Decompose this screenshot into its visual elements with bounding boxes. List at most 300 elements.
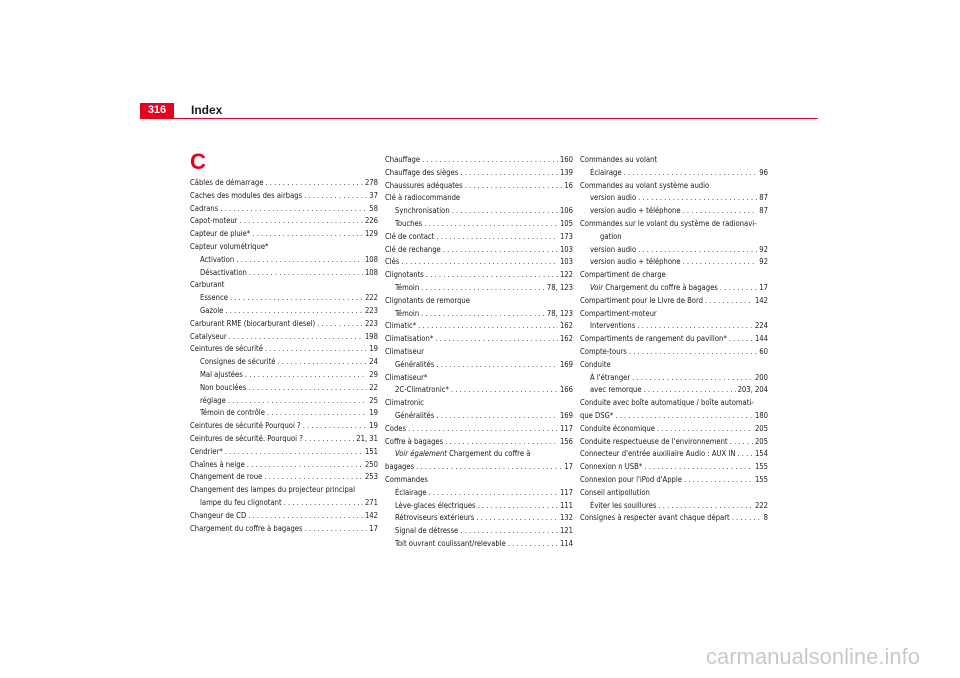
index-term: réglage bbox=[200, 395, 226, 405]
index-page-ref: 173 bbox=[559, 231, 573, 241]
dot-leader bbox=[245, 369, 368, 382]
index-cross-reference bbox=[580, 282, 768, 295]
page-number: 316 bbox=[147, 104, 167, 116]
dot-leader bbox=[305, 433, 354, 446]
index-subentry bbox=[190, 267, 378, 280]
index-column-3 bbox=[580, 154, 768, 525]
index-page-ref: 142 bbox=[364, 510, 378, 520]
index-term: Essence bbox=[200, 293, 228, 303]
index-term: Clé de rechange bbox=[385, 244, 441, 254]
index-term: Activation bbox=[200, 254, 235, 264]
index-entry bbox=[190, 510, 378, 523]
index-subentry bbox=[190, 382, 378, 395]
index-term: Compartiments de rangement du pavillon* bbox=[580, 334, 727, 344]
index-term: Non bouclées bbox=[200, 382, 247, 392]
index-page-ref: 105 bbox=[559, 218, 573, 228]
index-term: Climatisation* bbox=[385, 334, 434, 344]
index-page-ref: 58 bbox=[369, 203, 378, 213]
index-entry bbox=[190, 190, 378, 203]
dot-leader bbox=[424, 218, 558, 231]
dot-leader bbox=[436, 359, 558, 372]
dot-leader bbox=[229, 331, 363, 344]
dot-leader bbox=[267, 407, 367, 420]
index-subentry bbox=[190, 497, 378, 510]
dot-leader bbox=[644, 384, 736, 397]
index-term: Climatic* bbox=[385, 321, 417, 331]
index-term: Changement de roue bbox=[190, 472, 263, 482]
index-heading: Carburant bbox=[190, 280, 225, 290]
index-entry bbox=[580, 333, 768, 346]
index-page-ref: 87 bbox=[759, 206, 768, 216]
index-heading: Conduite bbox=[580, 359, 611, 369]
index-page-ref: 223 bbox=[364, 318, 378, 328]
index-term: Chaussures adéquates bbox=[385, 180, 463, 190]
index-term: Chaînes à neige bbox=[190, 459, 245, 469]
index-term: Ceintures de sécurité. Pourquoi ? bbox=[190, 433, 303, 443]
dot-leader bbox=[443, 244, 558, 257]
index-subentry bbox=[385, 282, 573, 295]
index-page-ref: 17 bbox=[759, 282, 768, 292]
index-term: Capot-moteur bbox=[190, 216, 238, 226]
index-page-ref: 19 bbox=[369, 344, 378, 354]
index-entry bbox=[385, 244, 573, 257]
index-entry bbox=[190, 343, 378, 356]
dot-leader bbox=[615, 410, 753, 423]
index-page-ref: 24 bbox=[369, 357, 378, 367]
index-page-ref: 21, 31 bbox=[356, 433, 378, 443]
index-page-ref: 154 bbox=[754, 449, 768, 459]
dot-leader bbox=[236, 254, 363, 267]
index-term: Chargement du coffre à bagages bbox=[190, 523, 303, 533]
index-page-ref: 106 bbox=[559, 206, 573, 216]
dot-leader bbox=[632, 372, 753, 385]
index-page-ref: 17 bbox=[564, 462, 573, 472]
index-term: Gazole bbox=[200, 305, 224, 315]
index-term: Compartiment pour le Livre de Bord bbox=[580, 295, 703, 305]
index-page-ref: 121 bbox=[559, 526, 573, 536]
index-entry bbox=[580, 474, 768, 487]
index-entry bbox=[190, 459, 378, 472]
index-cross-reference bbox=[385, 448, 573, 461]
watermark-text: carmanualsonline.info bbox=[705, 644, 920, 669]
index-term: Câbles de démarrage bbox=[190, 178, 264, 187]
dot-leader bbox=[248, 382, 367, 395]
dot-leader bbox=[422, 154, 558, 167]
index-entry bbox=[580, 512, 768, 525]
index-term: Signal de détresse bbox=[395, 526, 459, 536]
index-page-ref: 223 bbox=[364, 305, 378, 315]
index-term: Éviter les souillures bbox=[590, 500, 657, 510]
index-heading: Clignotants de remorque bbox=[385, 295, 470, 305]
index-heading: Commandes bbox=[385, 474, 428, 484]
dot-leader bbox=[426, 269, 558, 282]
index-term: Lève-glaces électriques bbox=[395, 500, 476, 510]
index-page-ref: 166 bbox=[559, 385, 573, 395]
index-page-ref: 155 bbox=[754, 462, 768, 472]
index-entry bbox=[190, 318, 378, 331]
index-subentry bbox=[580, 244, 768, 257]
index-term: Consignes de sécurité bbox=[200, 357, 276, 367]
index-entry bbox=[385, 269, 573, 282]
index-term: Témoin de contrôle bbox=[200, 408, 265, 418]
index-term: Catalyseur bbox=[190, 331, 227, 341]
dot-leader bbox=[265, 343, 367, 356]
dot-leader bbox=[637, 320, 753, 333]
dot-leader bbox=[436, 231, 558, 244]
dot-leader bbox=[638, 244, 757, 257]
index-page-ref: 87 bbox=[759, 193, 768, 203]
index-term: Toit ouvrant coulissant/relevable bbox=[395, 538, 506, 548]
index-heading: Capteur volumétrique* bbox=[190, 241, 269, 251]
index-page-ref: 8 bbox=[763, 513, 768, 523]
dot-leader bbox=[460, 167, 558, 180]
dot-leader bbox=[683, 205, 758, 218]
index-page-ref: 180 bbox=[754, 410, 768, 420]
index-page-ref: 151 bbox=[364, 446, 378, 456]
index-heading: Conseil antipollution bbox=[580, 487, 650, 497]
dot-leader bbox=[304, 190, 367, 203]
index-page-ref: 200 bbox=[754, 372, 768, 382]
dot-leader bbox=[460, 525, 558, 538]
dot-leader bbox=[248, 510, 363, 523]
index-subentry bbox=[385, 512, 573, 525]
index-term: Cadrans bbox=[190, 203, 219, 213]
index-subentry bbox=[580, 384, 768, 397]
dot-leader bbox=[451, 384, 558, 397]
index-term: Éclairage bbox=[590, 167, 622, 177]
index-term: Clés bbox=[385, 257, 400, 267]
header-rule bbox=[140, 118, 818, 119]
dot-leader bbox=[228, 395, 367, 408]
index-term: Changeur de CD bbox=[190, 510, 247, 520]
index-term: Ceintures de sécurité bbox=[190, 344, 263, 354]
index-subentry bbox=[385, 410, 573, 423]
index-page-ref: 37 bbox=[369, 190, 378, 200]
dot-leader bbox=[720, 282, 757, 295]
index-entry bbox=[580, 423, 768, 436]
index-subentry bbox=[580, 205, 768, 218]
index-term: Caches des modules des airbags bbox=[190, 190, 303, 200]
index-entry bbox=[580, 461, 768, 474]
index-entry bbox=[190, 471, 378, 484]
index-subentry bbox=[190, 254, 378, 267]
index-entry bbox=[385, 436, 573, 449]
index-subentry bbox=[580, 410, 768, 423]
index-entry bbox=[190, 523, 378, 536]
index-entry bbox=[385, 333, 573, 346]
index-page-ref: 25 bbox=[369, 395, 378, 405]
index-term: Synchronisation bbox=[395, 206, 450, 216]
dot-leader bbox=[684, 474, 753, 487]
index-page-ref: 205 bbox=[754, 436, 768, 446]
index-entry bbox=[385, 167, 573, 180]
index-term: Chauffage bbox=[385, 155, 421, 164]
section-letter: C bbox=[190, 149, 206, 174]
dot-leader bbox=[249, 267, 363, 280]
dot-leader bbox=[278, 356, 368, 369]
dot-leader bbox=[658, 500, 753, 513]
dot-leader bbox=[624, 167, 758, 180]
index-heading: Climatiseur* bbox=[385, 372, 428, 382]
index-page-ref: 139 bbox=[559, 167, 573, 177]
index-page-ref: 156 bbox=[559, 436, 573, 446]
index-term: que DSG* bbox=[580, 410, 614, 420]
index-page-ref: 60 bbox=[759, 346, 768, 356]
index-page-ref: 92 bbox=[759, 257, 768, 267]
index-subentry bbox=[580, 192, 768, 205]
index-entry bbox=[385, 154, 573, 167]
see-also-label: Voir également bbox=[395, 449, 447, 459]
index-subentry bbox=[580, 372, 768, 385]
index-page-ref: 169 bbox=[559, 359, 573, 369]
index-page-ref: 253 bbox=[364, 472, 378, 482]
index-heading: Commandes au volant bbox=[580, 155, 658, 164]
index-heading: Conduite avec boîte automatique / boîte automati- bbox=[580, 398, 754, 408]
dot-leader bbox=[644, 461, 753, 474]
index-page-ref: 16 bbox=[564, 180, 573, 190]
index-heading: Commandes sur le volant du système de radionavi- bbox=[580, 218, 757, 228]
dot-leader bbox=[284, 497, 363, 510]
index-subentry bbox=[385, 384, 573, 397]
index-page-ref: 278 bbox=[364, 178, 378, 187]
index-term: Mal ajustées bbox=[200, 369, 243, 379]
index-page-ref: 92 bbox=[759, 244, 768, 254]
index-entry bbox=[190, 446, 378, 459]
index-term: Désactivation bbox=[200, 267, 247, 277]
index-entry bbox=[190, 433, 378, 446]
index-page-ref: 250 bbox=[364, 459, 378, 469]
index-term: Compte-tours bbox=[580, 346, 627, 356]
page-title: Index bbox=[191, 103, 223, 117]
index-heading: Compartiment de charge bbox=[580, 270, 666, 280]
dot-leader bbox=[465, 180, 563, 193]
index-subentry bbox=[385, 359, 573, 372]
index-entry bbox=[385, 423, 573, 436]
index-subentry bbox=[385, 538, 573, 551]
dot-leader bbox=[264, 471, 363, 484]
see-also-target: Chargement du coffre à bagages bbox=[603, 282, 718, 292]
index-subentry bbox=[580, 167, 768, 180]
index-entry bbox=[385, 180, 573, 193]
dot-leader bbox=[476, 512, 558, 525]
index-page-ref: 19 bbox=[369, 421, 378, 431]
dot-leader bbox=[452, 205, 558, 218]
dot-leader bbox=[732, 512, 762, 525]
dot-leader bbox=[737, 448, 752, 461]
index-heading: Climatiseur bbox=[385, 346, 424, 356]
dot-leader bbox=[418, 320, 558, 333]
dot-leader bbox=[303, 420, 368, 433]
dot-leader bbox=[408, 423, 558, 436]
index-subentry bbox=[385, 461, 573, 474]
index-term: Cendrier* bbox=[190, 446, 223, 456]
dot-leader bbox=[225, 305, 363, 318]
index-page-ref: 29 bbox=[369, 369, 378, 379]
dot-leader bbox=[657, 423, 753, 436]
index-page-ref: 22 bbox=[369, 382, 378, 392]
index-term: Capteur de pluie* bbox=[190, 229, 251, 239]
index-entry bbox=[580, 295, 768, 308]
index-page-ref: 114 bbox=[559, 538, 573, 548]
index-subentry bbox=[190, 292, 378, 305]
index-term: Conduite économique bbox=[580, 423, 655, 433]
index-page-ref: 142 bbox=[754, 295, 768, 305]
index-entry bbox=[385, 256, 573, 269]
index-term: Connexion pour l'iPod d'Apple bbox=[580, 474, 682, 484]
dot-leader bbox=[683, 256, 758, 269]
index-term: Clignotants bbox=[385, 270, 424, 280]
index-page-ref: 155 bbox=[754, 474, 768, 484]
index-term: Ceintures de sécurité Pourquoi ? bbox=[190, 421, 301, 431]
index-term: version audio + téléphone bbox=[590, 257, 681, 267]
index-page-ref: 111 bbox=[559, 500, 573, 510]
dot-leader bbox=[478, 500, 558, 513]
index-entry bbox=[580, 448, 768, 461]
index-term: Rétroviseurs extérieurs bbox=[395, 513, 475, 523]
index-subentry bbox=[580, 500, 768, 513]
index-subentry bbox=[190, 407, 378, 420]
index-page-ref: 160 bbox=[559, 155, 573, 164]
index-page-ref: 144 bbox=[754, 334, 768, 344]
dot-leader bbox=[436, 410, 558, 423]
index-subentry bbox=[190, 305, 378, 318]
dot-leader bbox=[435, 333, 558, 346]
dot-leader bbox=[401, 256, 558, 269]
dot-leader bbox=[265, 177, 363, 190]
index-heading: Compartiment-moteur bbox=[580, 308, 657, 318]
index-heading: Changement des lampes du projecteur principal bbox=[190, 485, 355, 495]
index-term: version audio bbox=[590, 244, 637, 254]
dot-leader bbox=[416, 461, 562, 474]
index-page-ref: 222 bbox=[364, 293, 378, 303]
index-term: Généralités bbox=[395, 359, 435, 369]
index-page-ref: 222 bbox=[754, 500, 768, 510]
index-page-ref: 198 bbox=[364, 331, 378, 341]
dot-leader bbox=[305, 523, 368, 536]
index-heading: Climatronic bbox=[385, 398, 424, 408]
index-term: avec remorque bbox=[590, 385, 642, 395]
index-page-ref: 205 bbox=[754, 423, 768, 433]
index-term: À l'étranger bbox=[590, 372, 631, 382]
index-entry bbox=[385, 231, 573, 244]
index-column-1 bbox=[190, 177, 378, 535]
index-subentry bbox=[385, 205, 573, 218]
index-page-ref: 108 bbox=[364, 254, 378, 264]
index-page-ref: 132 bbox=[559, 513, 573, 523]
index-term: Carburant RME (biocarburant diesel) bbox=[190, 318, 316, 328]
index-subentry bbox=[385, 308, 573, 321]
index-heading: Clé à radiocommande bbox=[385, 193, 461, 203]
dot-leader bbox=[252, 228, 363, 241]
index-page-ref: 226 bbox=[364, 216, 378, 226]
index-entry bbox=[190, 331, 378, 344]
index-term: Connecteur d'entrée auxiliaire Audio : AUX IN bbox=[580, 449, 736, 459]
index-page-ref: 117 bbox=[559, 423, 573, 433]
index-term: version audio + téléphone bbox=[590, 206, 681, 216]
index-term: Chauffage des sièges bbox=[385, 167, 459, 177]
dot-leader bbox=[729, 333, 753, 346]
index-entry bbox=[190, 177, 378, 190]
dot-leader bbox=[705, 295, 753, 308]
index-page-ref: 203, 204 bbox=[737, 385, 768, 395]
index-subentry bbox=[385, 525, 573, 538]
index-subentry bbox=[580, 256, 768, 269]
index-term: Touches bbox=[395, 218, 423, 228]
index-term: 2C-Climatronic* bbox=[395, 385, 449, 395]
index-page-ref: 162 bbox=[559, 321, 573, 331]
index-term: Conduite respectueuse de l'environnement bbox=[580, 436, 728, 446]
dot-leader bbox=[638, 192, 757, 205]
dot-leader bbox=[508, 538, 558, 551]
index-term: Interventions bbox=[590, 321, 636, 331]
dot-leader bbox=[239, 215, 362, 228]
dot-leader bbox=[230, 292, 363, 305]
index-page-ref: 129 bbox=[364, 229, 378, 239]
see-also-label: Voir bbox=[590, 282, 604, 292]
index-term: bagages bbox=[385, 462, 415, 472]
index-page-ref: 122 bbox=[559, 270, 573, 280]
dot-leader bbox=[247, 459, 363, 472]
index-subentry bbox=[580, 320, 768, 333]
index-page-ref: 17 bbox=[369, 523, 378, 533]
index-page-ref: 271 bbox=[364, 497, 378, 507]
index-subentry bbox=[385, 500, 573, 513]
index-term: Codes bbox=[385, 423, 407, 433]
dot-leader bbox=[421, 308, 545, 321]
index-page-ref: 169 bbox=[559, 410, 573, 420]
index-column-2 bbox=[385, 154, 573, 551]
index-page-ref: 19 bbox=[369, 408, 378, 418]
index-term: Généralités bbox=[395, 410, 435, 420]
index-term: version audio bbox=[590, 193, 637, 203]
dot-leader bbox=[730, 436, 753, 449]
index-subentry bbox=[385, 487, 573, 500]
index-heading: Commandes au volant système audio bbox=[580, 180, 710, 190]
dot-leader bbox=[225, 446, 363, 459]
index-term: Coffre à bagages bbox=[385, 436, 444, 446]
index-entry bbox=[190, 203, 378, 216]
index-page-ref: 162 bbox=[559, 334, 573, 344]
index-entry bbox=[580, 346, 768, 359]
index-page-ref: 108 bbox=[364, 267, 378, 277]
dot-leader bbox=[429, 487, 558, 500]
index-subentry bbox=[385, 218, 573, 231]
index-subentry bbox=[190, 356, 378, 369]
index-entry bbox=[190, 420, 378, 433]
index-term: Éclairage bbox=[395, 487, 427, 497]
index-page-ref: 96 bbox=[759, 167, 768, 177]
index-entry bbox=[385, 320, 573, 333]
dot-leader bbox=[445, 436, 558, 449]
index-page-ref: 224 bbox=[754, 321, 768, 331]
index-page-ref: 103 bbox=[559, 244, 573, 254]
see-also-target: Chargement du coffre à bbox=[446, 449, 531, 459]
index-entry bbox=[190, 215, 378, 228]
index-page-ref: 117 bbox=[559, 487, 573, 497]
index-heading: gation bbox=[600, 231, 622, 241]
index-term: Consignes à respecter avant chaque départ bbox=[580, 513, 730, 523]
index-term: Témoin bbox=[395, 282, 420, 292]
index-entry bbox=[580, 436, 768, 449]
index-term: Clé de contact bbox=[385, 231, 435, 241]
index-page-ref: 103 bbox=[559, 257, 573, 267]
dot-leader bbox=[220, 203, 367, 216]
index-subentry bbox=[190, 369, 378, 382]
index-page-ref: 78, 123 bbox=[546, 282, 573, 292]
index-subentry bbox=[190, 395, 378, 408]
index-entry bbox=[190, 228, 378, 241]
index-term: lampe du feu clignotant bbox=[200, 497, 282, 507]
